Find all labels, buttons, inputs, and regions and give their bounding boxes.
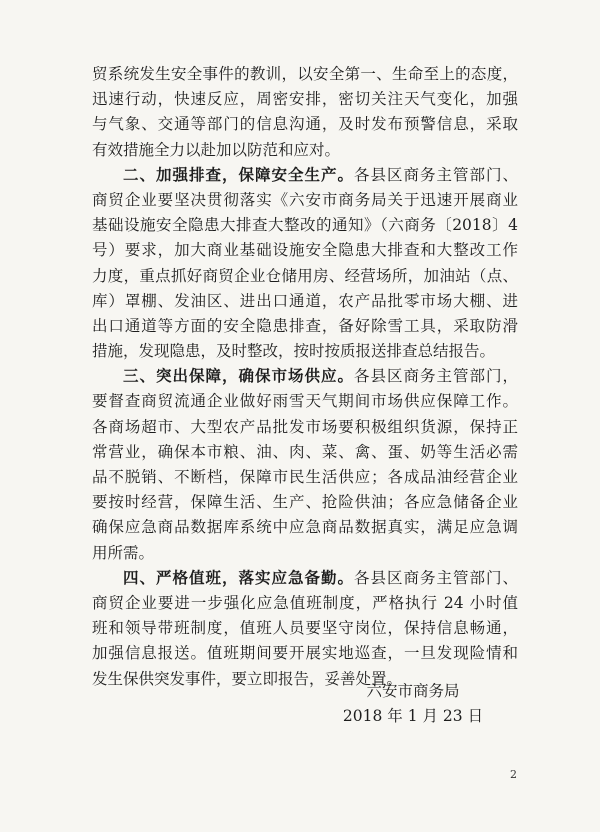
section-heading-line	[92, 364, 518, 389]
paragraph-line	[92, 641, 518, 666]
line-text: 品不脱销、不断档，保障市民生活供应；各成品油经营企业	[92, 468, 518, 486]
signature-block	[338, 679, 488, 729]
line-text: 各县区商务主管部门，	[353, 367, 518, 386]
paragraph-line	[92, 87, 518, 112]
issue-date: 2018 年 1 月 23 日	[342, 707, 484, 725]
line-text: 措施，发现隐患，及时整改，按时按质报送排查总结报告。	[92, 342, 496, 361]
paragraph-line	[92, 415, 518, 440]
line-text: 库）罩棚、发油区、进出口通道，农产品批零市场大棚、进	[92, 291, 518, 310]
line-text: 要督查商贸流通企业做好雨雪天气期间市场供应保障工作。	[92, 392, 518, 411]
section-heading: 二、加强排查，保障安全生产。	[123, 165, 354, 184]
paragraph-line	[92, 490, 518, 515]
paragraph-line	[92, 188, 518, 213]
paragraph-line	[92, 465, 518, 490]
line-text: 出口通道等方面的安全隐患排查，备好除雪工具，采取防滑	[92, 316, 518, 335]
line-text: 迅速行动，快速反应，周密安排，密切关注天气变化，加强	[92, 90, 518, 109]
paragraph-line	[92, 213, 518, 238]
line-text: 发生保供突发事件，要立即报告，妥善处置。	[92, 669, 403, 688]
paragraph-line	[92, 541, 518, 566]
page-number: 2	[510, 768, 517, 781]
document-body	[92, 62, 518, 692]
line-text: 常营业，确保本市粮、油、肉、菜、禽、蛋、奶等生活必需	[92, 442, 518, 461]
section-heading-line	[92, 163, 518, 188]
line-text: 有效措施全力以赴加以防范和应对。	[92, 140, 341, 159]
line-text: 商贸企业要进一步强化应急值班制度，严格执行 24 小时值	[92, 593, 518, 612]
line-text: 各县区商务主管部门、	[353, 568, 518, 587]
line-text: 班和领导带班制度，值班人员要坚守岗位，保持信息畅通，	[92, 619, 518, 638]
line-text: 与气象、交通等部门的信息沟通，及时发布预警信息，采取	[92, 115, 518, 134]
line-text: 基础设施安全隐患大排查大整改的通知》（六商务〔2018〕4	[92, 216, 518, 235]
paragraph-line	[92, 289, 518, 314]
line-text: 要按时经营，保障生活、生产、抢险供油；各应急储备企业	[92, 493, 518, 512]
paragraph-line	[92, 591, 518, 616]
paragraph-line	[92, 515, 518, 540]
line-text: 加强信息报送。值班期间要开展实地巡查，一旦发现险情和	[92, 644, 518, 663]
line-text: 确保应急商品数据库系统中应急商品数据真实，满足应急调	[92, 518, 518, 537]
paragraph-line	[92, 339, 518, 364]
section-heading-line	[92, 566, 518, 591]
line-text: 各县区商务主管部门、	[353, 165, 518, 184]
section-heading: 四、严格值班，落实应急备勤。	[123, 568, 354, 587]
paragraph-line	[92, 314, 518, 339]
section-heading: 三、突出保障，确保市场供应。	[123, 367, 354, 386]
issuing-organization: 六安市商务局	[366, 682, 460, 700]
paragraph-line	[92, 389, 518, 414]
line-text: 号）要求，加大商业基础设施安全隐患大排查和大整改工作	[92, 241, 518, 260]
line-text: 贸系统发生安全事件的教训，以安全第一、生命至上的态度，	[92, 65, 518, 83]
line-text: 商贸企业要坚决贯彻落实《六安市商务局关于迅速开展商业	[92, 190, 518, 209]
paragraph-line	[92, 138, 518, 163]
line-text: 用所需。	[92, 543, 155, 562]
paragraph-line	[92, 112, 518, 137]
paragraph-line	[92, 62, 518, 87]
paragraph-line	[92, 264, 518, 289]
paragraph-line	[92, 616, 518, 641]
line-text: 力度，重点抓好商贸企业仓储用房、经营场所，加油站（点、	[92, 266, 518, 285]
paragraph-line	[92, 440, 518, 465]
paragraph-line	[92, 238, 518, 263]
line-text: 各商场超市、大型农产品批发市场要积极组织货源，保持正	[92, 417, 518, 436]
